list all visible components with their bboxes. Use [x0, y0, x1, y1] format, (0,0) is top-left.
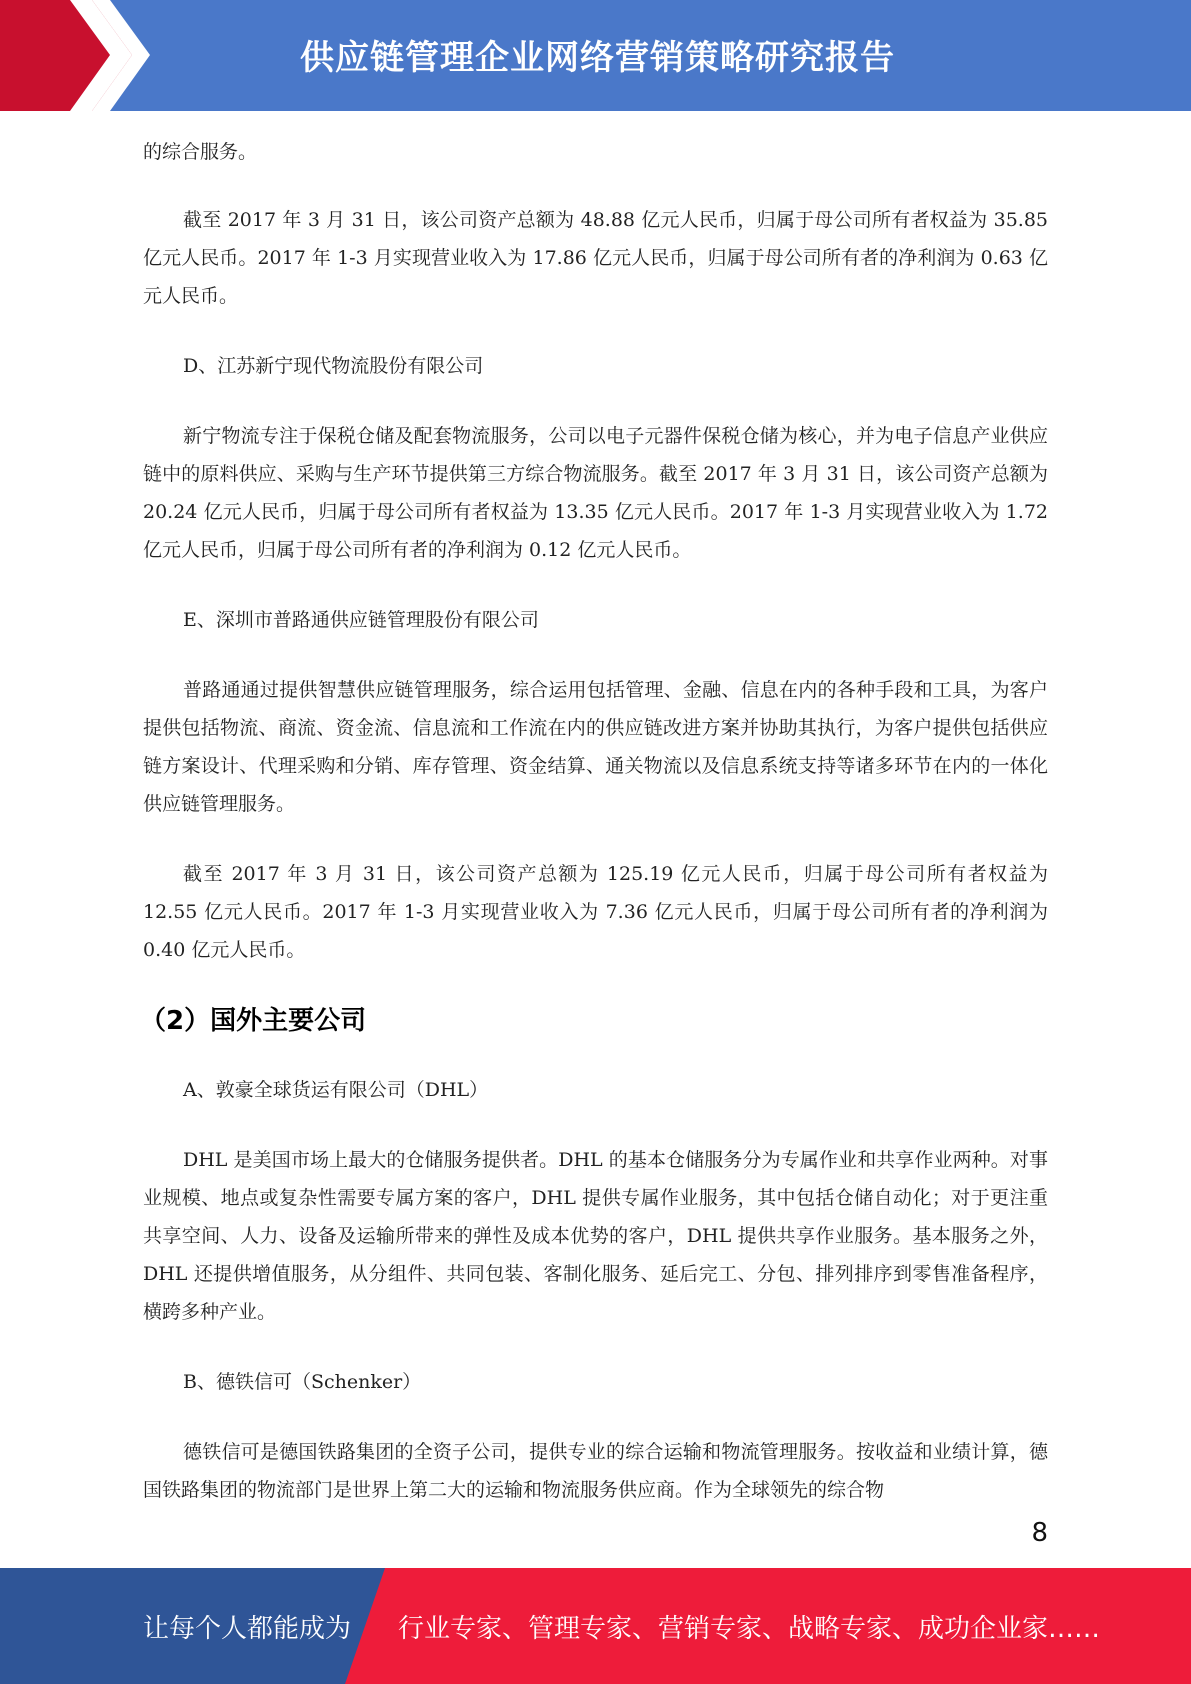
paragraph-company-e-services: 普路通通过提供智慧供应链管理服务，综合运用包括管理、金融、信息在内的各种手段和工具，为客户提供包括物流、商流、资金流、信息流和工作流在内的供应链改进方案并协助其执行，为客户提供包括供应链方案设计、代理采购和分销、库存管理、资金结算、通关物流以及信息系统支持等诸多环节在内的一体化供应链管理服务。 — [143, 679, 1048, 815]
section-heading-foreign-companies: （2）国外主要公司 — [140, 1006, 367, 1036]
header-banner — [0, 0, 1191, 111]
paragraph-company-e-financials: 截至 2017 年 3 月 31 日，该公司资产总额为 125.19 亿元人民币，归属于母公司所有者权益为 12.55 亿元人民币。2017 年 1-3 月实现营业收入为 7.36 亿元人民币，归属于母公司所有者的净利润为 0.40 亿元人民币。 — [143, 863, 1048, 961]
footer-banner — [0, 1568, 1191, 1684]
footer-slogan-right: 行业专家、管理专家、营销专家、战略专家、成功企业家…… — [398, 1614, 1101, 1644]
paragraph-company-c-financials: 截至 2017 年 3 月 31 日，该公司资产总额为 48.88 亿元人民币，归属于母公司所有者权益为 35.85 亿元人民币。2017 年 1-3 月实现营业收入为 17.86 亿元人民币，归属于母公司所有者的净利润为 0.63 亿元人民币。 — [143, 209, 1048, 307]
page-body — [140, 133, 1048, 1541]
paragraph-company-b: 德铁信可是德国铁路集团的全资子公司，提供专业的综合运输和物流管理服务。按收益和业绩计算，德国铁路集团的物流部门是世界上第二大的运输和物流服务供应商。作为全球领先的综合物 — [143, 1441, 1048, 1501]
company-d-title: D、江苏新宁现代物流股份有限公司 — [183, 355, 484, 377]
page-number: 8 — [1031, 1518, 1048, 1548]
paragraph-continuation: 的综合服务。 — [143, 141, 258, 163]
report-title: 供应链管理企业网络营销策略研究报告 — [300, 38, 895, 78]
footer-slogan-left: 让每个人都能成为 — [143, 1614, 352, 1644]
company-b-title: B、德铁信可（Schenker） — [183, 1371, 422, 1393]
paragraph-company-a: DHL 是美国市场上最大的仓储服务提供者。DHL 的基本仓储服务分为专属作业和共享作业两种。对事业规模、地点或复杂性需要专属方案的客户，DHL 提供专属作业服务，其中包括仓储自动化；对于更注重共享空间、人力、设备及运输所带来的弹性及成本优势的客户，DHL 提供共享作业服务。基本服务之外，DHL 还提供增值服务，从分组件、共同包装、客制化服务、延后完工、分包、排列排序到零售准备程序，横跨多种产业。 — [143, 1149, 1048, 1323]
paragraph-company-d: 新宁物流专注于保税仓储及配套物流服务，公司以电子元器件保税仓储为核心，并为电子信息产业供应链中的原料供应、采购与生产环节提供第三方综合物流服务。截至 2017 年 3 月 31 日，该公司资产总额为 20.24 亿元人民币，归属于母公司所有者权益为 13.35 亿元人民币。2017 年 1-3 月实现营业收入为 1.72 亿元人民币，归属于母公司所有者的净利润为 0.12 亿元人民币。 — [143, 425, 1048, 561]
company-a-title: A、敦豪全球货运有限公司（DHL） — [183, 1079, 489, 1101]
company-e-title: E、深圳市普路通供应链管理股份有限公司 — [183, 609, 539, 631]
chevron-arrow-icon — [0, 0, 160, 111]
